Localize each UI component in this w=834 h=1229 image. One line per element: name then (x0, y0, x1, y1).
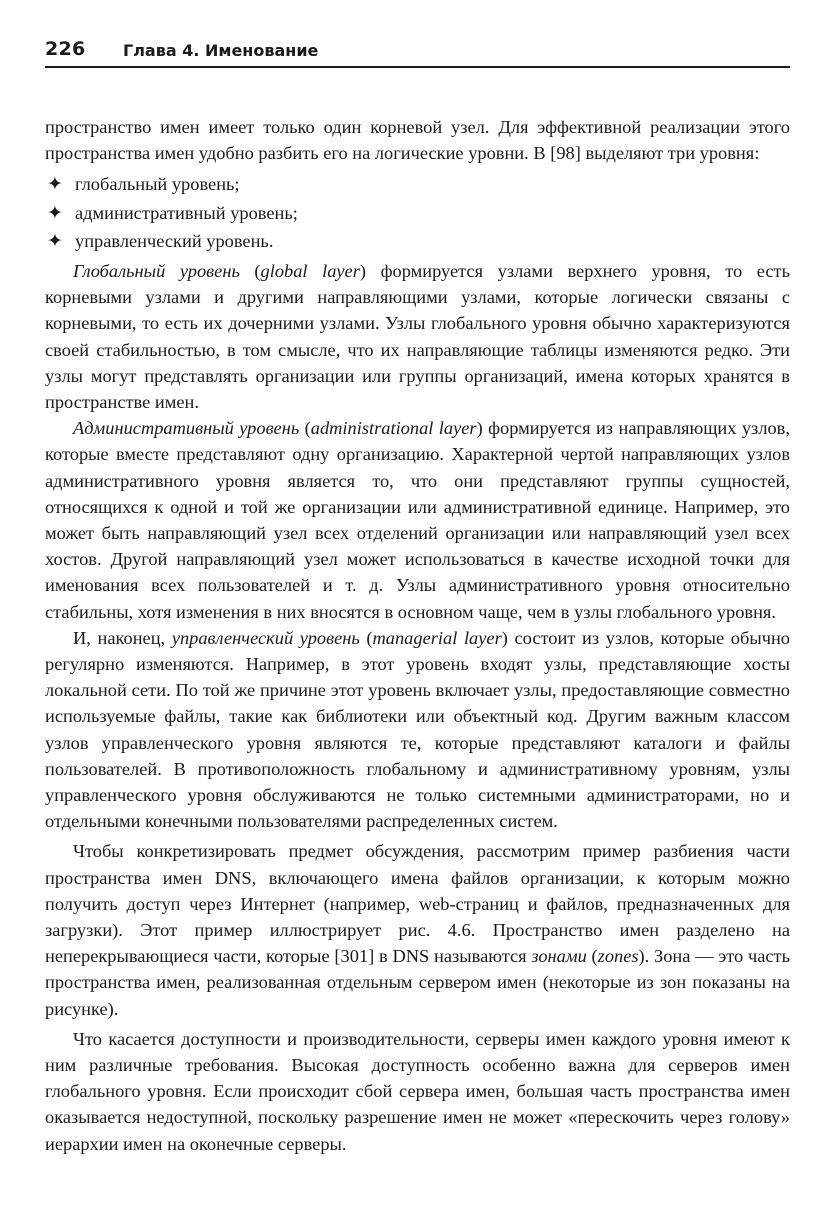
intro-paragraph: пространство имен имеет только один корневой узел. Для эффективной реализации этого пространства имен удобно разбить его на логические уровни. В [98] выделяют три уровня: (45, 117, 790, 164)
availability-paragraph: Что касается доступности и производительности, серверы имен каждого уровня имеют к ним различные требования. Высокая доступность особенно важна для серверов имен глобального уровня. Если происходит сбой сервера имен, большая часть пространства имен оказывается недоступной, поскольку разрешение имен не может «перескочить через голову» иерархии имен на оконечные серверы. (45, 1028, 790, 1154)
term-admin-layer: Административный уровень (73, 418, 300, 439)
term-global-layer-english: global layer (260, 260, 360, 281)
body-text (45, 114, 790, 1157)
four-point-star-icon: ✦ (47, 230, 63, 253)
list-item-text: управленческий уровень. (75, 231, 274, 252)
list-item (45, 227, 790, 256)
admin-layer-text: формируется из направляющих узлов, которые вместе представляют одну организацию. Характерной чертой направляющих узлов административного уровня является то, что они представляют группы сущностей, относящихся к одной и той же организации или административной единице. Например, это может быть направляющий узел всех отделений организации или направляющий узел всех хостов. Другой направляющий узел может использоваться в качестве исходной точки для именования всех пользователей и т. д. Узлы административного уровня относительно стабильны, хотя изменения в них вносятся в основном чаще, чем в узлы глобального уровня. (45, 418, 790, 622)
chapter-title: Глава 4. Именование (123, 41, 319, 60)
running-head (45, 38, 790, 68)
term-global-layer: Глобальный уровень (73, 260, 240, 281)
global-layer-paragraph: Глобальный уровень (global layer) формируется узлами верхнего уровня, то есть корневыми узлами и другими направляющими узлами, которые логически связаны с корневыми, то есть их дочерними узлами. Узлы глобального уровня обычно характеризуются своей стабильностью, в том смысле, что их направляющие таблицы изменяются редко. Эти узлы могут представлять организации или группы организаций, имена которых хранятся в пространстве имен. (45, 260, 790, 412)
term-zones-english: zones (597, 946, 639, 967)
list-item-text: административный уровень; (75, 202, 298, 223)
managerial-layer-text: состоит из узлов, которые обычно регулярно изменяются. Например, в этот уровень входят узлы, представляющие хосты локальной сети. По той же причине этот уровень включает узлы, предоставляющие совместно используемые файлы, такие как библиотеки или объектный код. Другим важным классом узлов управленческого уровня являются те, которые представляют каталоги и файлы пользователей. В противоположность глобальному и административному уровням, узлы управленческого уровня обслуживаются не только системными администраторами, но и отдельными конечными пользователями распределенных систем. (45, 627, 790, 832)
page-number: 226 (45, 38, 86, 60)
term-managerial-layer-english: managerial layer (372, 627, 502, 648)
list-item (45, 170, 790, 199)
four-point-star-icon: ✦ (47, 201, 63, 224)
global-layer-text: формируется узлами верхнего уровня, то есть корневыми узлами и другими направляющими узлами, которые логически связаны с корневыми, то есть их дочерними узлами. Узлы глобального уровня обычно характеризуются своей стабильностью, в том смысле, что их направляющие таблицы изменяются редко. Эти узлы могут представлять организации или группы организаций, имена которых хранятся в пространстве имен. (45, 260, 790, 412)
list-item (45, 199, 790, 228)
term-admin-layer-english: administrational layer (310, 418, 477, 439)
list-item-text: глобальный уровень; (75, 174, 240, 195)
layer-list (45, 170, 790, 256)
term-managerial-layer: управленческий уровень (171, 627, 360, 648)
four-point-star-icon: ✦ (47, 173, 63, 196)
term-zones: зонами (531, 946, 587, 967)
admin-layer-paragraph: Административный уровень (administrational layer) формируется из направляющих узлов, которые вместе представляют одну организацию. Характерной чертой направляющих узлов административного уровня является то, что они представляют группы сущностей, относящихся к одной и той же организации или административной единице. Например, это может быть направляющий узел всех отделений организации или направляющий узел всех хостов. Другой направляющий узел может использоваться в качестве исходной точки для именования всех пользователей и т. д. Узлы административного уровня относительно стабильны, хотя изменения в них вносятся в основном чаще, чем в узлы глобального уровня. (45, 418, 790, 622)
managerial-layer-paragraph: И, наконец, управленческий уровень (managerial layer) состоит из узлов, которые обычно регулярно изменяются. Например, в этот уровень входят узлы, представляющие хосты локальной сети. По той же причине этот уровень включает узлы, предоставляющие совместно используемые файлы, такие как библиотеки или объектный код. Другим важным классом узлов управленческого уровня являются те, которые представляют каталоги и файлы пользователей. В противоположность глобальному и административному уровням, узлы управленческого уровня обслуживаются не только системными администраторами, но и отдельными конечными пользователями распределенных систем. (45, 627, 790, 832)
dns-example-paragraph: Чтобы конкретизировать предмет обсуждения, рассмотрим пример разбиения части пространства имен DNS, включающего имена файлов организации, к которым можно получить доступ через Интернет (например, web-страниц и файлов, предназначенных для загрузки). Этот пример иллюстрирует рис. 4.6. Пространство имен разделено на неперекрывающиеся части, которые [301] в DNS называются зонами (zones). Зона — это часть пространства имен, реализованная отдельным сервером имен (некоторые из зон показаны на рисунке). (45, 841, 790, 1019)
